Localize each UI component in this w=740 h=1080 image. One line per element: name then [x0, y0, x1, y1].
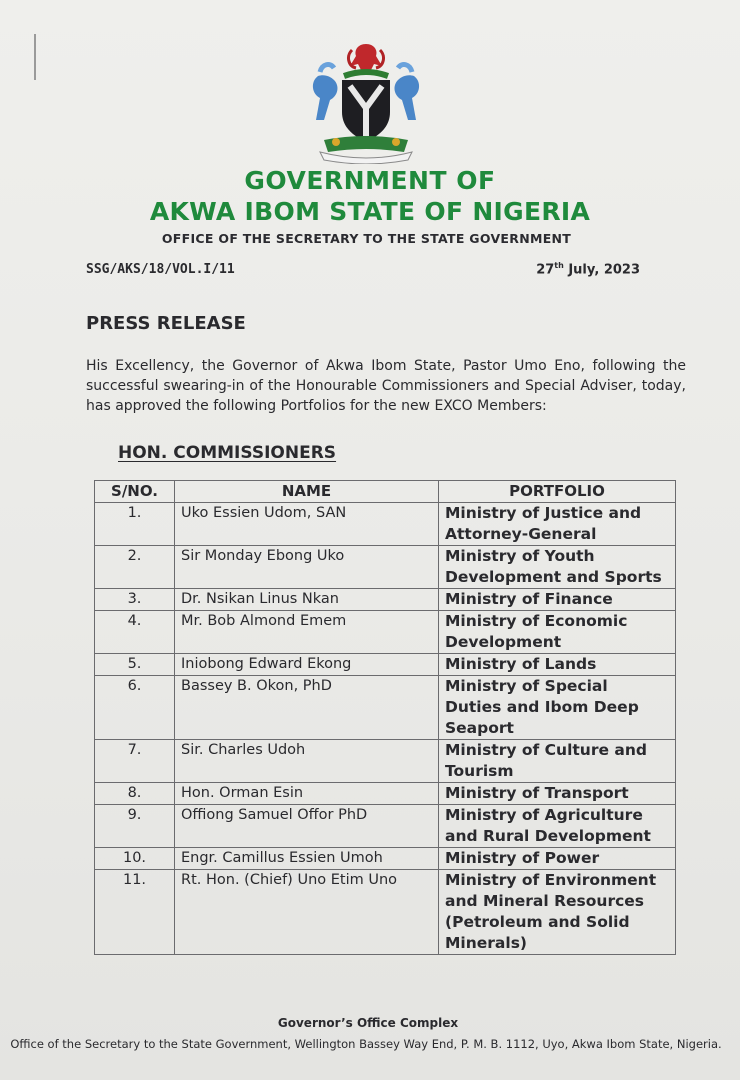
name-cell: Dr. Nsikan Linus Nkan: [175, 589, 439, 611]
table-row: [95, 611, 676, 654]
document-date: [536, 261, 640, 277]
name-cell: Sir Monday Ebong Uko: [175, 546, 439, 589]
office-subtitle: OFFICE OF THE SECRETARY TO THE STATE GOVERNMENT: [161, 231, 572, 246]
reference-number: SSG/AKS/18/VOL.I/11: [86, 262, 235, 277]
name-cell: Offiong Samuel Offor PhD: [175, 805, 439, 848]
portfolio-cell: Ministry of Power: [439, 848, 676, 870]
portfolio-table: [94, 480, 676, 955]
table-row: [95, 589, 676, 611]
header-name: NAME: [175, 481, 439, 503]
portfolio-cell: Ministry of Special Duties and Ibom Deep Seaport: [439, 676, 676, 740]
date-suffix: th: [554, 261, 564, 270]
name-cell: Hon. Orman Esin: [175, 783, 439, 805]
serial-cell: 10.: [95, 848, 175, 870]
date-month-year: July, 2023: [563, 262, 640, 278]
name-cell: Engr. Camillus Essien Umoh: [175, 848, 439, 870]
portfolio-cell: Ministry of Lands: [439, 654, 676, 676]
serial-cell: 1.: [95, 503, 175, 546]
header-portfolio: PORTFOLIO: [439, 481, 676, 503]
intro-paragraph: His Excellency, the Governor of Akwa Ibom State, Pastor Umo Eno, following the successful swearing-in of the Honourable Commissioners and Special Adviser, today, has approved the following Portfolios for the new EXCO Members:: [86, 358, 686, 414]
table-row: [95, 654, 676, 676]
serial-cell: 9.: [95, 805, 175, 848]
portfolio-cell: Ministry of Environment and Mineral Resources (Petroleum and Solid Minerals): [439, 870, 676, 955]
state-title: AKWA IBOM STATE OF NIGERIA: [149, 197, 591, 226]
serial-cell: 8.: [95, 783, 175, 805]
table-row: [95, 503, 676, 546]
name-cell: Uko Essien Udom, SAN: [175, 503, 439, 546]
date-day: 27: [536, 262, 555, 278]
portfolio-cell: Ministry of Culture and Tourism: [439, 740, 676, 783]
table-header-row: [95, 481, 676, 503]
government-title: GOVERNMENT OF: [244, 166, 496, 195]
serial-cell: 2.: [95, 546, 175, 589]
commissioners-heading: HON. COMMISSIONERS: [118, 443, 337, 463]
portfolio-cell: Ministry of Economic Development: [439, 611, 676, 654]
table-row: [95, 740, 676, 783]
table-row: [95, 783, 676, 805]
header-serial: S/NO.: [95, 481, 175, 503]
table-row: [95, 546, 676, 589]
table-row: [95, 805, 676, 848]
portfolio-cell: Ministry of Finance: [439, 589, 676, 611]
name-cell: Mr. Bob Almond Emem: [175, 611, 439, 654]
serial-cell: 4.: [95, 611, 175, 654]
name-cell: Rt. Hon. (Chief) Uno Etim Uno: [175, 870, 439, 955]
name-cell: Bassey B. Okon, PhD: [175, 676, 439, 740]
serial-cell: 7.: [95, 740, 175, 783]
table-row: [95, 870, 676, 955]
portfolio-cell: Ministry of Youth Development and Sports: [439, 546, 676, 589]
footer-address: Office of the Secretary to the State Government, Wellington Bassey Way End, P. M. B. 1112, Uyo, Akwa Ibom State, Nigeria.: [10, 1037, 722, 1051]
nigeria-coat-of-arms-icon: [296, 36, 436, 164]
serial-cell: 3.: [95, 589, 175, 611]
table-row: [95, 848, 676, 870]
press-release-heading: PRESS RELEASE: [86, 313, 246, 334]
name-cell: Sir. Charles Udoh: [175, 740, 439, 783]
portfolio-cell: Ministry of Agriculture and Rural Development: [439, 805, 676, 848]
name-cell: Iniobong Edward Ekong: [175, 654, 439, 676]
serial-cell: 5.: [95, 654, 175, 676]
page-crease: [34, 34, 36, 80]
portfolio-cell: Ministry of Justice and Attorney-General: [439, 503, 676, 546]
footer-complex: Governor’s Office Complex: [277, 1016, 459, 1030]
portfolio-cell: Ministry of Transport: [439, 783, 676, 805]
serial-cell: 6.: [95, 676, 175, 740]
serial-cell: 11.: [95, 870, 175, 955]
table-row: [95, 676, 676, 740]
